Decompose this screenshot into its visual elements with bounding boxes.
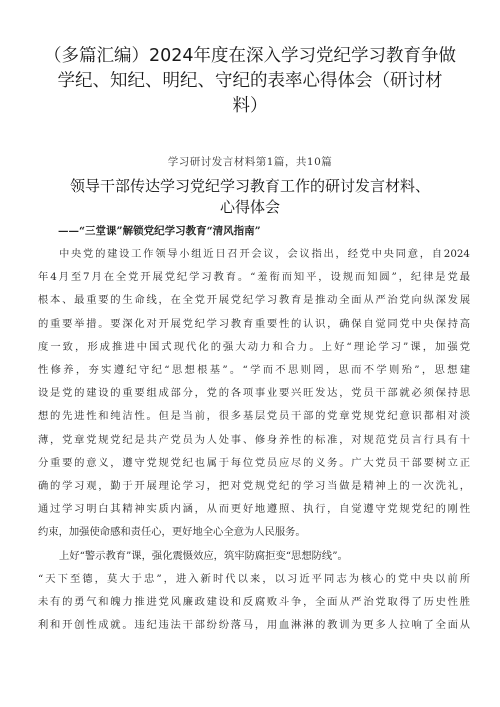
text-line: 约束，加强使命感和责任心，更好地全心全意为人民服务。	[38, 526, 306, 539]
section-tagline: ——“三堂课”解锁党纪学习教育“清风指南”	[58, 225, 261, 237]
paragraph	[38, 568, 470, 638]
article-counter: 学习研讨发言材料第1篇，共10篇	[167, 156, 333, 168]
document-title	[40, 44, 460, 119]
paragraph	[38, 545, 470, 568]
text-line: 想的先进性和纯洁性。但是当前，很多基层党员干部的党章党规党纪意识都相对淡	[38, 410, 470, 423]
text-line: 确的学习观，勤于开展理论学习，把对党规党纪的学习当做是精神上的一次洗礼，	[38, 480, 470, 493]
text-line: “天下至德，莫大于忠”，进入新时代以来，以习近平同志为核心的党中央以前所	[38, 572, 470, 585]
body-text	[38, 243, 470, 637]
text-line: 根本、最重要的生命线，在全党开展党纪学习教育是推动全面从严治党向纵深发展	[38, 294, 470, 307]
section-title-line: 心得体会	[219, 198, 280, 216]
text-line: 分重要的意义，遵守党规党纪也属于每位党员应尽的义务。广大党员干部要树立正	[38, 456, 470, 469]
text-line: 上好“警示教育”课，强化震慑效应，筑牢防腐拒变“思想防线”。	[59, 549, 348, 562]
document-title-line: （多篇汇编）2024年度在深入学习党纪学习教育争做	[43, 46, 457, 66]
text-line: 的重要举措。要深化对开展党纪学习教育重要性的认识，确保自觉同党中央保持高	[38, 317, 470, 330]
text-line: 薄，党章党规党纪是共产党员为人处事、修身养性的标准，对规范党员言行具有十	[38, 433, 470, 446]
section-title-line: 领导干部传达学习党纪学习教育工作的研讨发言材料、	[69, 177, 430, 195]
paragraph	[38, 243, 470, 545]
text-line: 通过学习明白其精神实质内涵，从而更好地遵照、执行，自觉遵守党规党纪的刚性	[38, 503, 470, 516]
text-line: 中央党的建设工作领导小组近日召开会议，会议指出，经党中央同意，自2024	[59, 248, 470, 260]
text-line: 未有的勇气和魄力推进党风廉政建设和反腐败斗争，全面从严治党取得了历史性胜	[38, 596, 470, 609]
text-line: 性修养，夯实遵纪守纪“思想根基”。“学而不思则罔，思而不学则殆”，思想建	[38, 364, 470, 377]
text-line: 利和开创性成就。违纪违法干部纷纷落马，用血淋淋的教训为更多人拉响了全面从	[38, 619, 470, 632]
text-line: 设是党的建设的重要组成部分，党的各项事业要兴旺发达，党员干部就必须保持思	[38, 387, 470, 400]
document-title-line: 学纪、知纪、明纪、守纪的表率心得体会（研讨材	[57, 71, 443, 91]
document-title-line: 料）	[232, 96, 268, 116]
text-line: 年4月至7月在全党开展党纪学习教育。“羞衔而知平，设规而知圆”，纪律是党最	[38, 271, 470, 284]
section-title	[60, 176, 440, 218]
text-line: 度一致，形成推进中国式现代化的强大动力和合力。上好“理论学习”课，加强党	[38, 340, 470, 353]
